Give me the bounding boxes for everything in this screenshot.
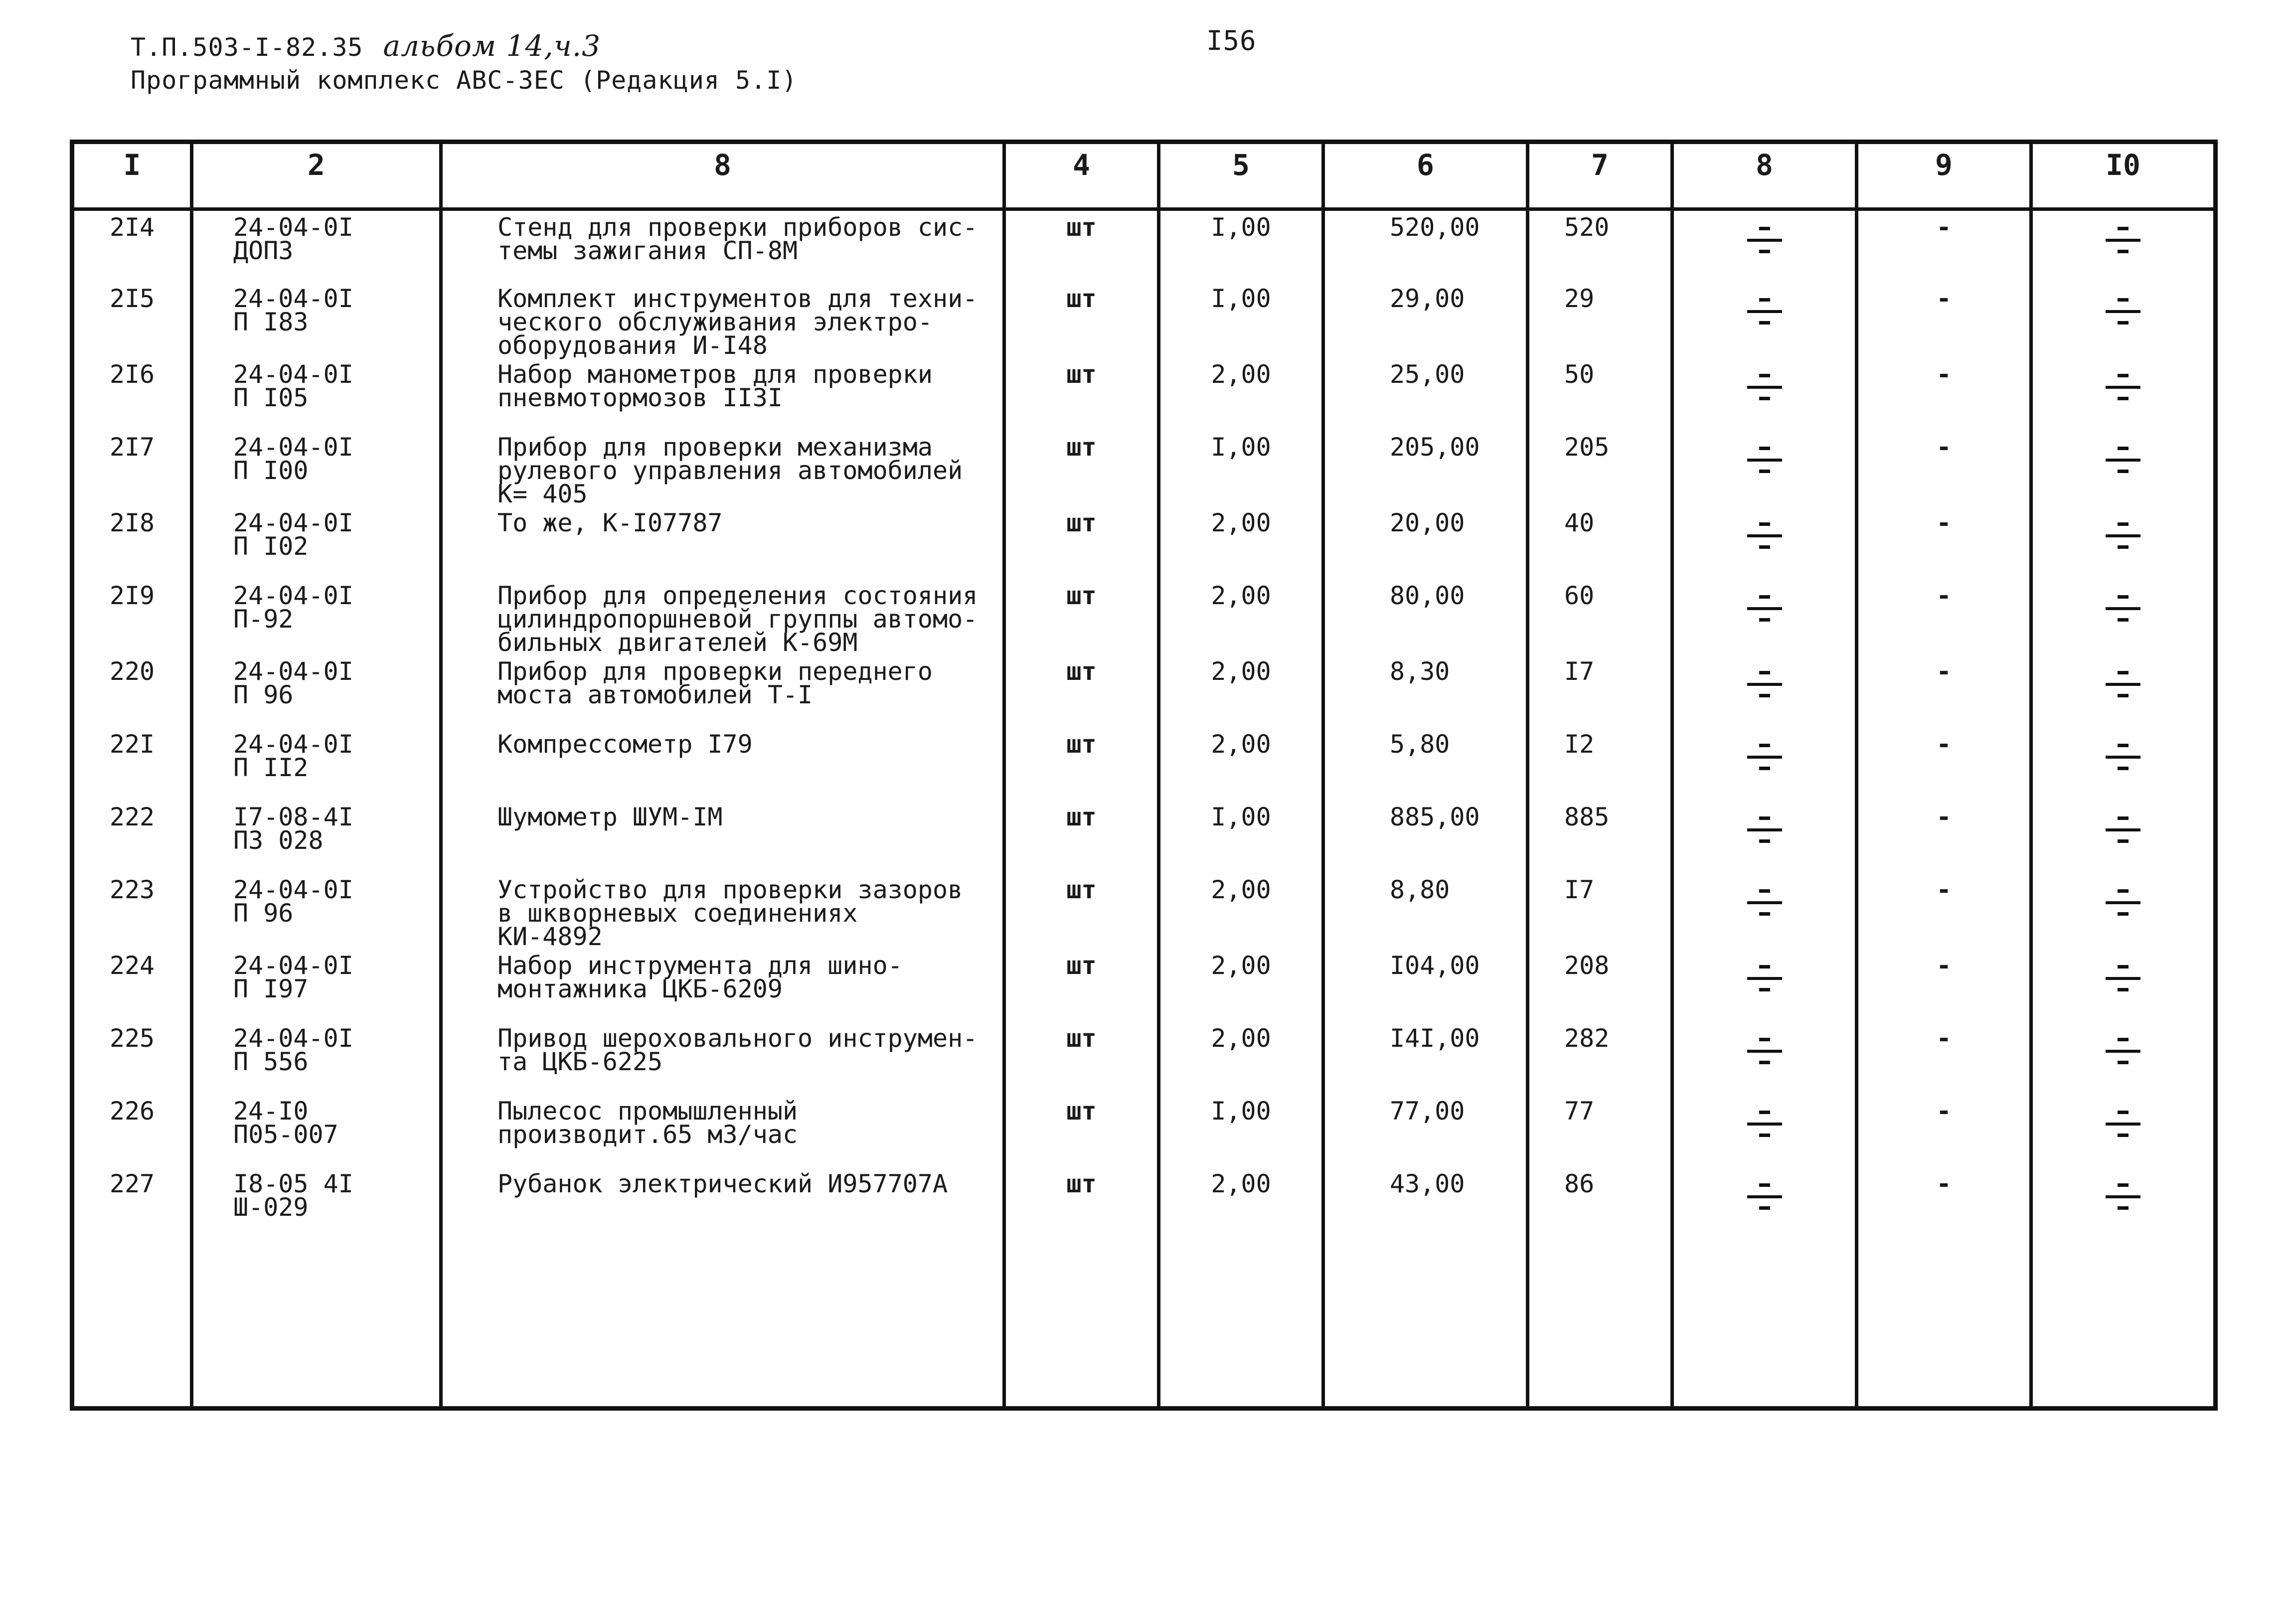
division-mark-icon (1747, 293, 1782, 333)
column-9-cell: - (1857, 506, 2031, 579)
price-code-line: П I00 (233, 456, 309, 485)
table-row (72, 949, 2216, 1022)
price-code-line: 24-04-0I (233, 213, 353, 242)
item-name-cell (441, 1167, 1004, 1240)
unit-cell: шт (1004, 1022, 1159, 1095)
item-name-line: Стенд для проверки приборов сис- (497, 213, 978, 242)
column-9-cell: - (1857, 358, 2031, 431)
total-cell: 86 (1528, 1167, 1672, 1240)
column-8-cell (1672, 282, 1857, 358)
column-8-cell (1672, 655, 1857, 728)
unit-price-cell: I4I,00 (1323, 1022, 1528, 1095)
price-code-line: П I97 (233, 974, 309, 1003)
division-mark-icon (1747, 590, 1782, 630)
column-10-cell (2031, 873, 2216, 949)
item-name-line: пневмотормозов II3I (497, 383, 783, 412)
table-row (72, 728, 2216, 801)
division-mark-icon (1747, 739, 1782, 779)
item-name-line: Рубанок электрический И957707А (497, 1169, 948, 1198)
column-10-cell (2031, 506, 2216, 579)
item-name-cell (441, 358, 1004, 431)
empty-cell (1004, 1240, 1159, 1409)
unit-price-cell: 29,00 (1323, 282, 1528, 358)
column-9-cell: - (1857, 873, 2031, 949)
row-number-cell: 22I (72, 728, 192, 801)
column-9-cell: - (1857, 431, 2031, 506)
row-number-cell: 220 (72, 655, 192, 728)
price-code-line: П I83 (233, 307, 309, 336)
quantity-cell: 2,00 (1159, 506, 1323, 579)
row-number-cell: 2I9 (72, 579, 192, 655)
document-header (131, 29, 601, 63)
column-header-2: 2 (192, 142, 441, 209)
item-name-line: Привод шероховального инструмен- (497, 1023, 978, 1053)
table-body (72, 209, 2216, 1409)
column-10-cell (2031, 431, 2216, 506)
unit-price-cell: 5,80 (1323, 728, 1528, 801)
price-code-line: Ш-029 (233, 1192, 309, 1222)
column-9-cell: - (1857, 728, 2031, 801)
item-name-line: оборудования И-I48 (497, 330, 768, 360)
price-code-line: ДОПЗ (233, 236, 294, 265)
empty-cell (72, 1240, 192, 1409)
unit-cell: шт (1004, 801, 1159, 873)
column-10-cell (2031, 209, 2216, 282)
item-name-cell (441, 431, 1004, 506)
table-row (72, 1167, 2216, 1240)
price-code-cell (192, 655, 441, 728)
price-code-line: П 96 (233, 898, 294, 928)
price-code-line: 24-04-0I (233, 656, 353, 686)
column-10-cell (2031, 728, 2216, 801)
empty-cell (441, 1240, 1004, 1409)
column-9-cell: - (1857, 1022, 2031, 1095)
price-code-line: I8-05 4I (233, 1169, 353, 1198)
item-name-line: Прибор для проверки переднего (497, 656, 933, 686)
quantity-cell: 2,00 (1159, 579, 1323, 655)
quantity-cell: I,00 (1159, 282, 1323, 358)
item-name-line: монтажника ЦКБ-6209 (497, 974, 783, 1003)
division-mark-icon (2106, 590, 2140, 630)
unit-price-cell: I04,00 (1323, 949, 1528, 1022)
item-name-cell (441, 655, 1004, 728)
price-code-cell (192, 282, 441, 358)
price-code-cell (192, 1095, 441, 1167)
empty-cell (1528, 1240, 1672, 1409)
empty-filler-row (72, 1240, 2216, 1409)
total-cell: I2 (1528, 728, 1672, 801)
division-mark-icon (2106, 293, 2140, 333)
column-8-cell (1672, 801, 1857, 873)
item-name-line: бильных двигателей К-69М (497, 628, 858, 657)
column-10-cell (2031, 579, 2216, 655)
item-name-cell (441, 801, 1004, 873)
price-code-line: 24-04-0I (233, 1023, 353, 1053)
unit-price-cell: 43,00 (1323, 1167, 1528, 1240)
division-mark-icon (1747, 884, 1782, 924)
item-name-line: Набор манометров для проверки (497, 359, 933, 389)
empty-cell (2031, 1240, 2216, 1409)
item-name-line: Шумометр ШУМ-IМ (497, 802, 723, 831)
division-mark-icon (2106, 884, 2140, 924)
price-code-cell (192, 431, 441, 506)
column-8-cell (1672, 728, 1857, 801)
unit-cell: шт (1004, 1095, 1159, 1167)
item-name-line: То же, К-I07787 (497, 508, 723, 537)
column-10-cell (2031, 1022, 2216, 1095)
total-cell: 40 (1528, 506, 1672, 579)
table-row (72, 506, 2216, 579)
table-row (72, 655, 2216, 728)
column-9-cell: - (1857, 579, 2031, 655)
total-cell: 208 (1528, 949, 1672, 1022)
item-name-line: КИ-4892 (497, 922, 603, 951)
table-header-row (72, 142, 2216, 209)
item-name-line: темы зажигания СП-8М (497, 236, 798, 265)
quantity-cell: 2,00 (1159, 728, 1323, 801)
unit-cell: шт (1004, 949, 1159, 1022)
division-mark-icon (2106, 1033, 2140, 1073)
item-name-cell (441, 728, 1004, 801)
column-8-cell (1672, 1167, 1857, 1240)
division-mark-icon (1747, 1106, 1782, 1145)
price-code-line: 24-04-0I (233, 729, 353, 759)
column-8-cell (1672, 209, 1857, 282)
unit-cell: шт (1004, 282, 1159, 358)
price-code-line: П I05 (233, 383, 309, 412)
price-code-cell (192, 728, 441, 801)
unit-price-cell: 80,00 (1323, 579, 1528, 655)
total-cell: I7 (1528, 873, 1672, 949)
column-10-cell (2031, 801, 2216, 873)
quantity-cell: 2,00 (1159, 949, 1323, 1022)
price-code-line: 24-04-0I (233, 359, 353, 389)
column-10-cell (2031, 949, 2216, 1022)
column-9-cell: - (1857, 655, 2031, 728)
row-number-cell: 223 (72, 873, 192, 949)
division-mark-icon (2106, 739, 2140, 779)
item-name-line: цилиндропоршневой группы автомо- (497, 604, 978, 634)
price-code-line: П-92 (233, 604, 294, 634)
price-code-line: I7-08-4I (233, 802, 353, 831)
item-name-cell (441, 209, 1004, 282)
item-name-line: Устройство для проверки зазоров (497, 875, 963, 904)
price-code-cell (192, 1167, 441, 1240)
row-number-cell: 2I8 (72, 506, 192, 579)
table-row (72, 1022, 2216, 1095)
column-8-cell (1672, 949, 1857, 1022)
item-name-cell (441, 949, 1004, 1022)
item-name-line: Комплект инструментов для техни- (497, 284, 978, 313)
quantity-cell: 2,00 (1159, 873, 1323, 949)
item-name-line: рулевого управления автомобилей (497, 456, 963, 485)
quantity-cell: I,00 (1159, 431, 1323, 506)
row-number-cell: 2I6 (72, 358, 192, 431)
price-code-line: 24-04-0I (233, 581, 353, 610)
item-name-line: К= 405 (497, 479, 588, 508)
unit-cell: шт (1004, 209, 1159, 282)
column-8-cell (1672, 431, 1857, 506)
unit-price-cell: 8,80 (1323, 873, 1528, 949)
price-code-line: 24-04-0I (233, 875, 353, 904)
price-code-cell (192, 209, 441, 282)
row-number-cell: 227 (72, 1167, 192, 1240)
division-mark-icon (2106, 960, 2140, 1000)
total-cell: 29 (1528, 282, 1672, 358)
table-row (72, 579, 2216, 655)
column-10-cell (2031, 358, 2216, 431)
column-9-cell: - (1857, 949, 2031, 1022)
unit-price-cell: 520,00 (1323, 209, 1528, 282)
item-name-line: Прибор для проверки механизма (497, 432, 933, 462)
price-code-line: П II2 (233, 753, 309, 782)
column-8-cell (1672, 579, 1857, 655)
row-number-cell: 2I7 (72, 431, 192, 506)
column-10-cell (2031, 1167, 2216, 1240)
division-mark-icon (2106, 811, 2140, 851)
document-code: Т.П.503-I-82.35 (131, 33, 363, 62)
unit-cell: шт (1004, 579, 1159, 655)
document-subtitle: Программный комплекс АВС-ЗЕС (Редакция 5.I) (131, 66, 798, 95)
column-header-6: 6 (1323, 142, 1528, 209)
quantity-cell: 2,00 (1159, 1022, 1323, 1095)
column-9-cell: - (1857, 209, 2031, 282)
item-name-line: та ЦКБ-6225 (497, 1047, 663, 1076)
unit-price-cell: 205,00 (1323, 431, 1528, 506)
total-cell: 50 (1528, 358, 1672, 431)
column-8-cell (1672, 506, 1857, 579)
unit-cell: шт (1004, 431, 1159, 506)
item-name-line: Набор инструмента для шино- (497, 951, 903, 980)
equipment-table (70, 140, 2218, 1411)
column-9-cell: - (1857, 1167, 2031, 1240)
empty-cell (1323, 1240, 1528, 1409)
table-row (72, 282, 2216, 358)
table-row (72, 209, 2216, 282)
price-code-line: 24-04-0I (233, 951, 353, 980)
price-code-line: П 96 (233, 680, 294, 709)
total-cell: 282 (1528, 1022, 1672, 1095)
price-code-cell (192, 873, 441, 949)
unit-cell: шт (1004, 873, 1159, 949)
unit-cell: шт (1004, 506, 1159, 579)
column-header-10: I0 (2031, 142, 2216, 209)
division-mark-icon (2106, 517, 2140, 557)
total-cell: 205 (1528, 431, 1672, 506)
column-header-5: 5 (1159, 142, 1323, 209)
item-name-line: Пылесос промышленный (497, 1096, 798, 1126)
division-mark-icon (1747, 369, 1782, 409)
column-header-8: 8 (1672, 142, 1857, 209)
table-row (72, 873, 2216, 949)
price-code-line: 24-04-0I (233, 284, 353, 313)
total-cell: 520 (1528, 209, 1672, 282)
item-name-cell (441, 579, 1004, 655)
price-code-cell (192, 801, 441, 873)
unit-cell: шт (1004, 655, 1159, 728)
column-header-7: 7 (1528, 142, 1672, 209)
column-header-4: 4 (1004, 142, 1159, 209)
empty-cell (192, 1240, 441, 1409)
row-number-cell: 225 (72, 1022, 192, 1095)
division-mark-icon (2106, 369, 2140, 409)
division-mark-icon (1747, 222, 1782, 262)
unit-cell: шт (1004, 1167, 1159, 1240)
division-mark-icon (1747, 442, 1782, 482)
division-mark-icon (1747, 1178, 1782, 1218)
division-mark-icon (1747, 517, 1782, 557)
page-number: I56 (1206, 25, 1257, 56)
price-code-cell (192, 506, 441, 579)
row-number-cell: 224 (72, 949, 192, 1022)
quantity-cell: I,00 (1159, 801, 1323, 873)
total-cell: 885 (1528, 801, 1672, 873)
price-code-line: 24-I0 (233, 1096, 309, 1126)
column-10-cell (2031, 655, 2216, 728)
division-mark-icon (1747, 1033, 1782, 1073)
empty-cell (1857, 1240, 2031, 1409)
item-name-cell (441, 282, 1004, 358)
column-10-cell (2031, 1095, 2216, 1167)
column-header-1: I (72, 142, 192, 209)
price-code-line: 24-04-0I (233, 432, 353, 462)
quantity-cell: I,00 (1159, 1095, 1323, 1167)
division-mark-icon (2106, 1106, 2140, 1145)
unit-cell: шт (1004, 358, 1159, 431)
item-name-line: Компрессометр I79 (497, 729, 753, 759)
row-number-cell: 2I4 (72, 209, 192, 282)
item-name-line: моста автомобилей Т-I (497, 680, 813, 709)
quantity-cell: 2,00 (1159, 358, 1323, 431)
item-name-line: Прибор для определения состояния (497, 581, 978, 610)
item-name-cell (441, 873, 1004, 949)
price-code-line: П05-007 (233, 1120, 338, 1149)
unit-price-cell: 8,30 (1323, 655, 1528, 728)
total-cell: 60 (1528, 579, 1672, 655)
column-8-cell (1672, 1095, 1857, 1167)
price-code-line: 24-04-0I (233, 508, 353, 537)
empty-cell (1159, 1240, 1323, 1409)
unit-cell: шт (1004, 728, 1159, 801)
column-9-cell: - (1857, 282, 2031, 358)
division-mark-icon (2106, 666, 2140, 706)
table-row (72, 358, 2216, 431)
item-name-line: в шкворневых соединениях (497, 898, 858, 928)
quantity-cell: I,00 (1159, 209, 1323, 282)
total-cell: I7 (1528, 655, 1672, 728)
empty-cell (1672, 1240, 1857, 1409)
column-9-cell: - (1857, 1095, 2031, 1167)
table-row (72, 1095, 2216, 1167)
row-number-cell: 222 (72, 801, 192, 873)
division-mark-icon (1747, 666, 1782, 706)
total-cell: 77 (1528, 1095, 1672, 1167)
price-code-cell (192, 579, 441, 655)
column-8-cell (1672, 358, 1857, 431)
unit-price-cell: 885,00 (1323, 801, 1528, 873)
quantity-cell: 2,00 (1159, 1167, 1323, 1240)
item-name-cell (441, 506, 1004, 579)
unit-price-cell: 77,00 (1323, 1095, 1528, 1167)
price-code-line: ПЗ 028 (233, 825, 324, 855)
column-8-cell (1672, 873, 1857, 949)
table-row (72, 801, 2216, 873)
row-number-cell: 2I5 (72, 282, 192, 358)
item-name-line: производит.65 м3/час (497, 1120, 798, 1149)
division-mark-icon (1747, 960, 1782, 1000)
column-header-9: 9 (1857, 142, 2031, 209)
unit-price-cell: 20,00 (1323, 506, 1528, 579)
division-mark-icon (2106, 442, 2140, 482)
division-mark-icon (2106, 222, 2140, 262)
row-number-cell: 226 (72, 1095, 192, 1167)
division-mark-icon (1747, 811, 1782, 851)
column-9-cell: - (1857, 801, 2031, 873)
column-header-3: 8 (441, 142, 1004, 209)
item-name-line: ческого обслуживания электро- (497, 307, 933, 336)
column-8-cell (1672, 1022, 1857, 1095)
item-name-cell (441, 1095, 1004, 1167)
album-note: альбом 14,ч.3 (383, 29, 601, 63)
division-mark-icon (2106, 1178, 2140, 1218)
price-code-line: П 556 (233, 1047, 309, 1076)
column-10-cell (2031, 282, 2216, 358)
price-code-cell (192, 949, 441, 1022)
price-code-line: П I02 (233, 531, 309, 561)
table-row (72, 431, 2216, 506)
price-code-cell (192, 1022, 441, 1095)
unit-price-cell: 25,00 (1323, 358, 1528, 431)
item-name-cell (441, 1022, 1004, 1095)
price-code-cell (192, 358, 441, 431)
quantity-cell: 2,00 (1159, 655, 1323, 728)
